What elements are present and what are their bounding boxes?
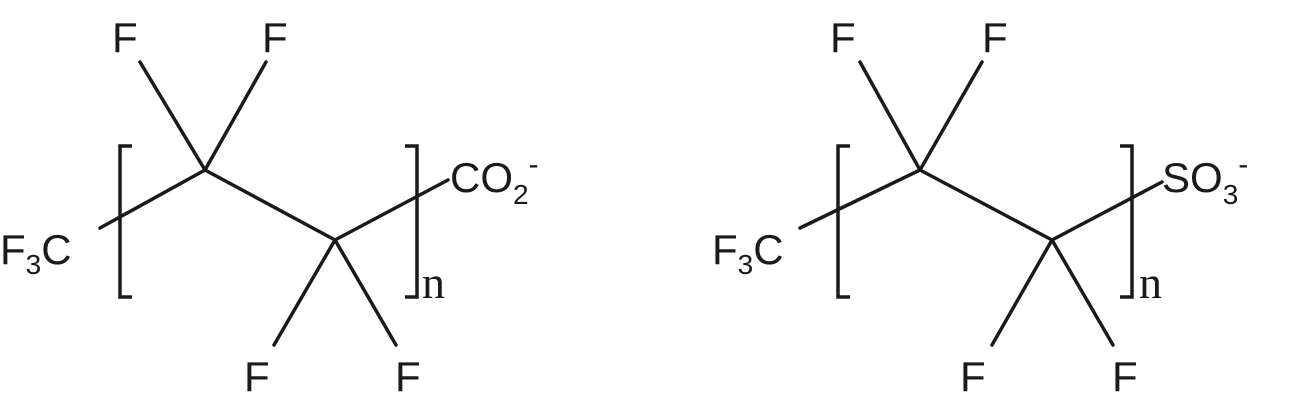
repeat-bracket-left (838, 146, 850, 297)
head-group-sulfonate: $SO_3^-$ (1162, 148, 1249, 210)
fluorine-bottom-left: F (960, 353, 986, 400)
end-group-f3c: $F_3C$ (712, 226, 784, 280)
head-group-carboxylate: $CO_2^-$ (450, 148, 539, 210)
bond-c1-f-top-right (920, 62, 982, 170)
bond-f3c-c1 (100, 170, 205, 228)
fluorine-top-right: F (982, 14, 1008, 61)
bond-c2-headgroup (335, 180, 448, 240)
end-group-f3c: $F_3C$ (0, 226, 72, 280)
bond-c2-f-bottom-left (274, 240, 335, 345)
bond-c1-c2 (920, 170, 1052, 240)
fluorine-bottom-right: F (395, 353, 421, 400)
bond-c1-c2 (205, 170, 335, 240)
bond-c1-f-top-right (205, 62, 266, 170)
structure-carboxylate (0, 14, 539, 400)
repeat-bracket-right (405, 146, 417, 297)
bond-c2-f-bottom-left (992, 240, 1052, 345)
fluorine-top-left: F (830, 14, 856, 61)
structure-sulfonate (712, 14, 1248, 400)
repeat-index-n: n (1139, 257, 1162, 308)
fluorine-top-left: F (112, 14, 138, 61)
bond-c2-f-bottom-right (1052, 240, 1113, 345)
repeat-index-n: n (422, 257, 445, 308)
fluorine-bottom-left: F (244, 353, 270, 400)
bond-c2-headgroup (1052, 182, 1162, 240)
bond-c1-f-top-left (140, 62, 205, 170)
fluorine-top-right: F (262, 14, 288, 61)
bond-c1-f-top-left (860, 62, 920, 170)
repeat-bracket-left (120, 146, 132, 297)
repeat-bracket-right (1120, 146, 1132, 297)
bond-c2-f-bottom-right (335, 240, 396, 345)
fluorine-bottom-right: F (1112, 353, 1138, 400)
bond-f3c-c1 (800, 170, 920, 228)
